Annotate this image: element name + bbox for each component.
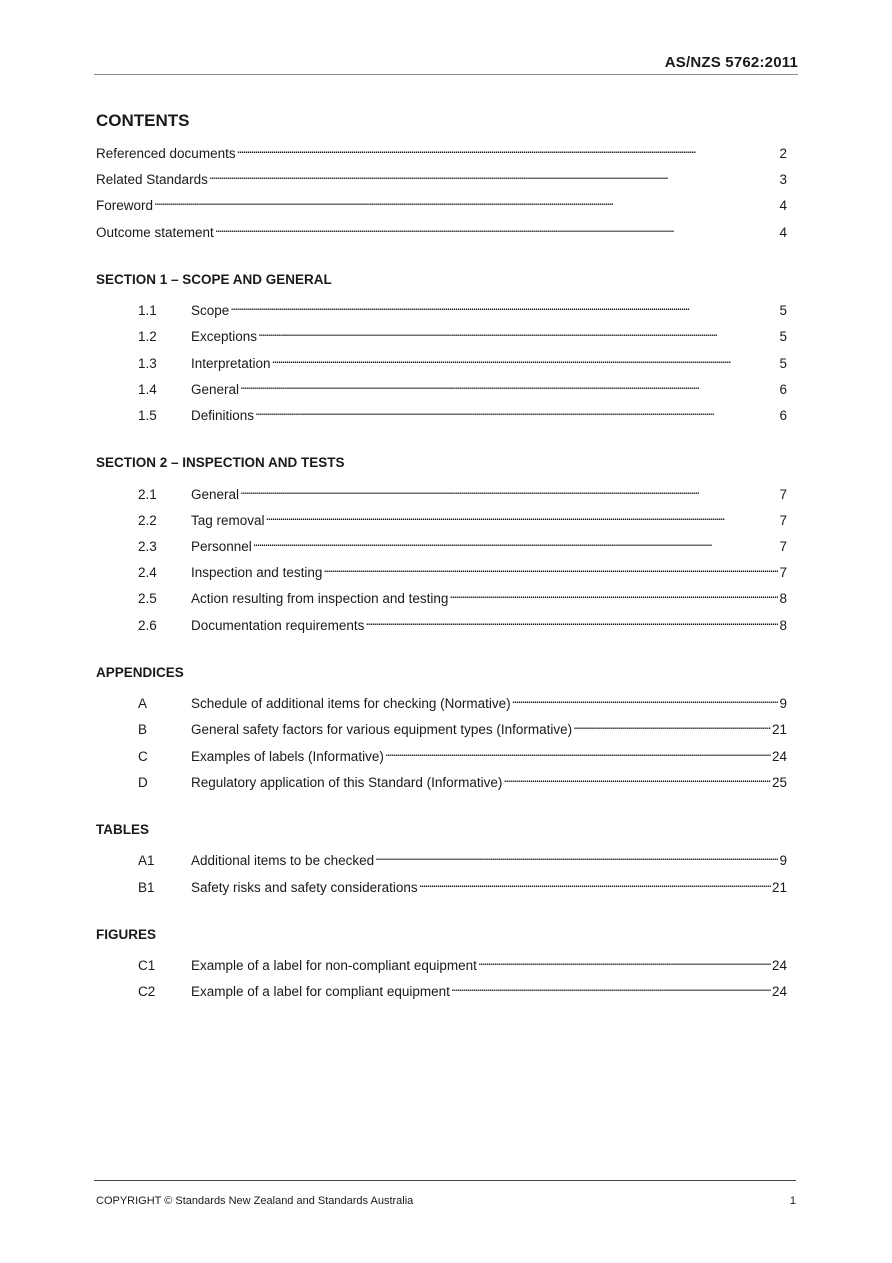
leader-dots bbox=[266, 507, 779, 525]
toc-entry-title: Additional items to be checked bbox=[191, 853, 375, 869]
toc-entry-title: Documentation requirements bbox=[191, 617, 365, 633]
toc-entry-page: 5 bbox=[779, 355, 787, 371]
footer-copyright: COPYRIGHT © Standards New Zealand and Standards Australia bbox=[96, 1195, 414, 1207]
toc-entry-number: A bbox=[138, 696, 148, 712]
toc-entry-title: Examples of labels (Informative) bbox=[191, 748, 384, 764]
toc-entry-page: 7 bbox=[779, 539, 787, 554]
toc-entry[interactable] bbox=[138, 481, 787, 502]
toc-entry-title: Interpretation bbox=[191, 355, 271, 371]
leader-dots bbox=[503, 769, 771, 787]
toc-entry-page: 9 bbox=[779, 853, 787, 869]
toc-entry-title: Regulatory application of this Standard (Informative) bbox=[191, 774, 503, 790]
toc-entry-number: 2.6 bbox=[138, 617, 157, 633]
toc-entry-page: 7 bbox=[779, 486, 787, 502]
section-heading: TABLES bbox=[96, 822, 149, 838]
toc-entry-title: Exceptions bbox=[191, 329, 258, 345]
footer-page-number: 1 bbox=[789, 1195, 796, 1207]
toc-entry[interactable] bbox=[96, 140, 787, 161]
toc-entry-page: 21 bbox=[771, 722, 787, 738]
toc-entry-title: Referenced documents bbox=[96, 146, 236, 161]
toc-entry-number: 1.2 bbox=[138, 329, 157, 345]
toc-entry-title: General bbox=[191, 381, 240, 397]
toc-entry-title: Tag removal bbox=[191, 512, 265, 528]
toc-entry[interactable] bbox=[96, 219, 787, 240]
toc-entry-number: D bbox=[138, 774, 148, 790]
toc-entry-title: Safety risks and safety considerations bbox=[191, 879, 418, 895]
toc-entry[interactable] bbox=[138, 402, 787, 423]
toc-entry-title: Action resulting from inspection and testing bbox=[191, 591, 449, 607]
toc-entry-page: 8 bbox=[779, 591, 787, 607]
leader-dots bbox=[365, 612, 778, 630]
leader-dots bbox=[449, 585, 778, 603]
footer-rule bbox=[94, 1180, 796, 1181]
toc-entry-number: 1.3 bbox=[138, 355, 157, 371]
toc-entry-number: B1 bbox=[138, 879, 155, 895]
toc-entry-title: Definitions bbox=[191, 408, 255, 423]
toc-entry-page: 2 bbox=[779, 146, 787, 161]
toc-entry[interactable] bbox=[96, 166, 787, 188]
toc-entry[interactable] bbox=[138, 769, 787, 790]
toc-entry[interactable] bbox=[138, 350, 787, 371]
toc-entry-title: Inspection and testing bbox=[191, 565, 323, 581]
toc-entry[interactable] bbox=[138, 533, 787, 554]
toc-entry[interactable] bbox=[138, 978, 787, 1000]
toc-entry[interactable] bbox=[138, 847, 787, 869]
leader-dots bbox=[237, 140, 779, 158]
leader-dots bbox=[209, 166, 779, 184]
toc-entry-number: C bbox=[138, 748, 148, 764]
toc-entry-page: 5 bbox=[779, 303, 787, 319]
toc-entry-number: 1.4 bbox=[138, 381, 157, 397]
toc-entry-page: 4 bbox=[779, 198, 787, 214]
toc-entry[interactable] bbox=[138, 559, 787, 581]
leader-dots bbox=[375, 847, 778, 865]
leader-dots bbox=[240, 376, 778, 394]
toc-entry-page: 21 bbox=[771, 879, 787, 895]
leader-dots bbox=[253, 533, 779, 551]
toc-entry-page: 6 bbox=[779, 408, 787, 423]
toc-entry[interactable] bbox=[138, 743, 787, 764]
contents-title: CONTENTS bbox=[96, 111, 190, 130]
toc-entry[interactable] bbox=[138, 585, 787, 607]
toc-entry-page: 8 bbox=[779, 617, 787, 633]
toc-entry-page: 24 bbox=[771, 984, 787, 1000]
toc-entry-page: 7 bbox=[779, 565, 787, 581]
leader-dots bbox=[323, 559, 778, 577]
leader-dots bbox=[272, 350, 779, 368]
toc-entry[interactable] bbox=[138, 952, 787, 974]
toc-entry-number: 1.5 bbox=[138, 408, 157, 423]
toc-entry-page: 25 bbox=[771, 774, 787, 790]
toc-entry-title: Related Standards bbox=[96, 172, 208, 188]
toc-entry-page: 5 bbox=[779, 329, 787, 345]
toc-entry[interactable] bbox=[138, 874, 787, 895]
toc-entry-page: 9 bbox=[779, 696, 787, 712]
toc-entry[interactable] bbox=[138, 323, 787, 345]
toc-entry[interactable] bbox=[138, 297, 787, 319]
toc-entry-page: 24 bbox=[771, 748, 787, 764]
section-heading: APPENDICES bbox=[96, 665, 184, 680]
document-code: AS/NZS 5762:2011 bbox=[664, 54, 798, 71]
toc-entry-number: 2.1 bbox=[138, 486, 157, 502]
toc-entry-number: A1 bbox=[138, 853, 155, 869]
leader-dots bbox=[240, 481, 778, 499]
toc-entry-number: C2 bbox=[138, 984, 156, 1000]
toc-entry[interactable] bbox=[138, 612, 787, 633]
toc-entry-title: General bbox=[191, 486, 240, 502]
toc-entry-number: 2.5 bbox=[138, 591, 157, 607]
leader-dots bbox=[255, 402, 778, 420]
toc-entry-number: 2.4 bbox=[138, 565, 157, 581]
toc-entry-title: Example of a label for non-compliant equipment bbox=[191, 958, 477, 974]
leader-dots bbox=[451, 978, 771, 996]
toc-entry[interactable] bbox=[138, 376, 787, 397]
toc-entry-number: C1 bbox=[138, 958, 156, 974]
toc-entry-page: 7 bbox=[779, 512, 787, 528]
toc-entry-title: Outcome statement bbox=[96, 224, 214, 240]
leader-dots bbox=[154, 192, 778, 210]
toc-entry-number: 2.2 bbox=[138, 512, 157, 528]
toc-entry-title: Schedule of additional items for checking (Normative) bbox=[191, 696, 511, 712]
leader-dots bbox=[258, 323, 778, 341]
leader-dots bbox=[512, 690, 779, 708]
leader-dots bbox=[385, 743, 771, 761]
section-heading: SECTION 1 – SCOPE AND GENERAL bbox=[96, 272, 332, 287]
toc-entry-title: Example of a label for compliant equipment bbox=[191, 984, 450, 1000]
toc-entry[interactable] bbox=[138, 690, 787, 712]
toc-entry[interactable] bbox=[138, 716, 787, 738]
toc-entry-title: Personnel bbox=[191, 539, 252, 554]
toc-entry-number: 2.3 bbox=[138, 539, 157, 554]
leader-dots bbox=[419, 874, 771, 892]
toc-entry-title: General safety factors for various equipment types (Informative) bbox=[191, 722, 573, 738]
toc-entry-page: 24 bbox=[771, 958, 787, 974]
leader-dots bbox=[573, 716, 771, 734]
toc-entry-number: B bbox=[138, 722, 148, 738]
section-heading: FIGURES bbox=[96, 927, 157, 942]
toc-entry-title: Foreword bbox=[96, 198, 154, 214]
section-heading: SECTION 2 – INSPECTION AND TESTS bbox=[96, 455, 345, 471]
toc-entry-page: 3 bbox=[779, 172, 787, 188]
toc-entry-page: 6 bbox=[779, 381, 787, 397]
leader-dots bbox=[230, 297, 778, 315]
toc-entry-page: 4 bbox=[779, 224, 787, 240]
toc-entry[interactable] bbox=[138, 507, 787, 528]
toc-entry[interactable] bbox=[96, 192, 787, 214]
toc-entry-title: Scope bbox=[191, 303, 230, 319]
toc-entry-number: 1.1 bbox=[138, 303, 157, 319]
leader-dots bbox=[478, 952, 771, 970]
header-rule bbox=[94, 74, 798, 75]
leader-dots bbox=[215, 219, 779, 237]
